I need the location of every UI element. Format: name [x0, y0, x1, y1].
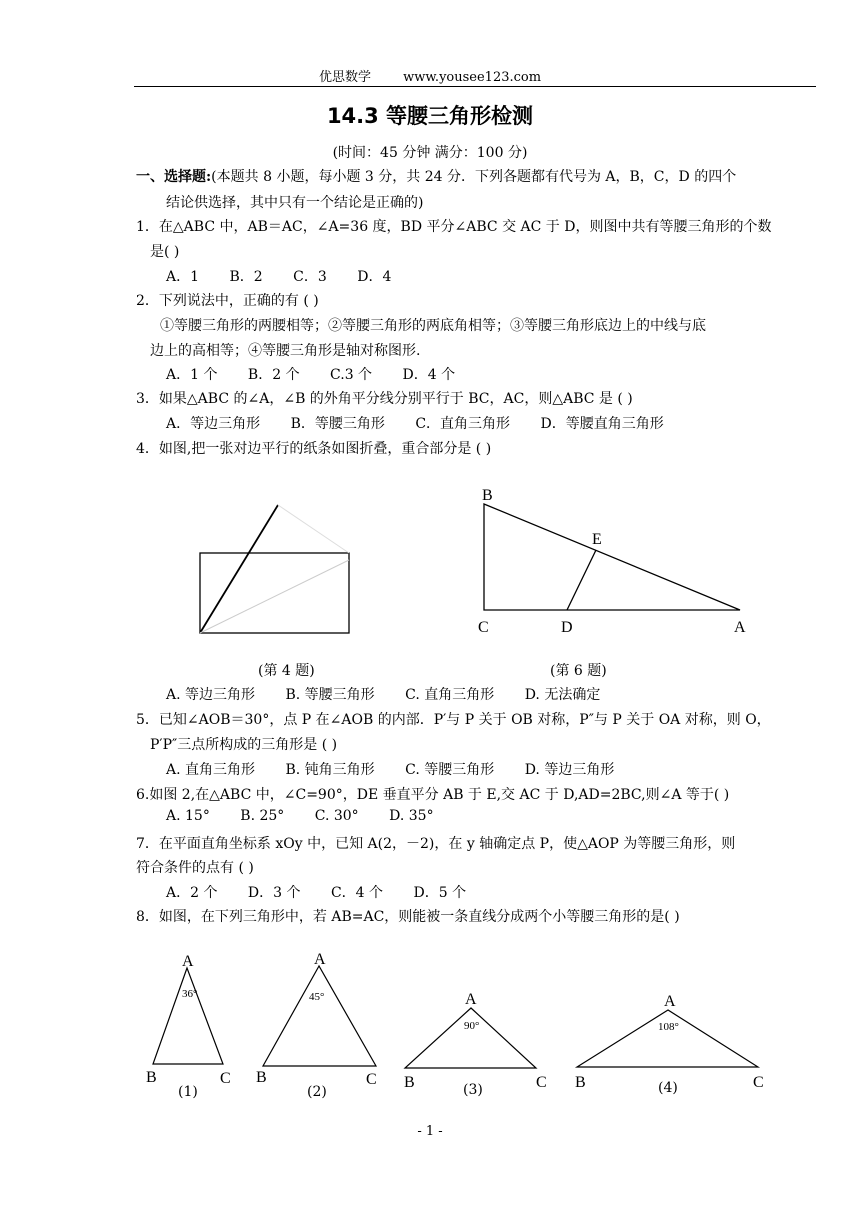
page-title: 14.3 等腰三角形检测: [326, 104, 534, 128]
q6-options: [166, 808, 460, 824]
q5-line1: 5．已知∠AOB＝30°，点 P 在∠AOB 的内部．P′与 P 关于 OB 对称，P″与 P 关于 OA 对称，则 O，: [136, 712, 771, 728]
q5-line2: P′P″三点所构成的三角形是 ( ): [150, 737, 338, 753]
figure-6-caption: (第 6 题): [550, 663, 607, 679]
page-subtitle: (时间：45 分钟 满分：100 分): [332, 145, 528, 161]
figure-8-triangles: [140, 950, 780, 1110]
q7-line1: 7．在平面直角坐标系 xOy 中，已知 A(2，－2)，在 y 轴确定点 P，使△AOP 为等腰三角形，则: [136, 836, 736, 852]
triangle-2-c-label: C: [366, 1071, 377, 1088]
label-d: D: [561, 619, 573, 636]
q2-options: [166, 364, 481, 384]
triangle-1-b-label: B: [146, 1069, 157, 1086]
q3-option-b: B．等腰三角形: [290, 416, 385, 432]
figure-4-folded-strip: [190, 500, 360, 640]
q1-options: [166, 266, 417, 286]
q4-option-a: A. 等边三角形: [166, 687, 256, 703]
q3-options: [166, 413, 690, 433]
q4-option-c: C. 直角三角形: [405, 687, 495, 703]
triangle-1-angle: 36°: [182, 988, 198, 1000]
triangle-2: [263, 966, 376, 1066]
q5-option-c: C. 等腰三角形: [405, 762, 495, 778]
q2-option-a: A．1 个: [166, 367, 218, 383]
section-heading: 一、选择题:: [136, 169, 212, 185]
folded-edge: [278, 505, 349, 553]
q6-option-b: B. 25°: [240, 808, 285, 824]
q5-options: [166, 759, 640, 779]
q7-options: [166, 882, 492, 902]
q2-option-b: B．2 个: [247, 367, 300, 383]
triangle-1-c-label: C: [220, 1070, 231, 1087]
q7-option-d: D．5 个: [413, 885, 467, 901]
q6-option-a: A. 15°: [166, 808, 210, 824]
header-rule: [134, 86, 816, 87]
figure-6-triangle: [470, 480, 770, 640]
label-a: A: [734, 619, 746, 636]
section-intro-1: (本题共 8 小题，每小题 3 分，共 24 分．下列各题都有代号为 A，B，C，D 的四个: [211, 169, 737, 185]
section-intro-2: 结论供选择，其中只有一个结论是正确的): [166, 195, 424, 211]
triangle-2-apex-label: A: [314, 951, 326, 968]
segment-de: [567, 550, 596, 610]
q2-line1: 2．下列说法中，正确的有 ( ): [136, 293, 319, 309]
header-site: www.yousee123.com: [403, 70, 542, 85]
q1-option-b: B．2: [229, 269, 263, 285]
triangle-4-caption: (4): [658, 1080, 678, 1096]
triangle-1-apex-label: A: [182, 953, 194, 970]
q5-option-b: B. 钝角三角形: [285, 762, 375, 778]
q4-line1: 4．如图,把一张对边平行的纸条如图折叠，重合部分是 ( ): [136, 441, 492, 457]
triangle-2-caption: (2): [307, 1084, 327, 1100]
triangle-1-caption: (1): [178, 1084, 198, 1100]
section-intro: [136, 166, 736, 186]
q4-option-b: B. 等腰三角形: [285, 687, 375, 703]
q4-option-d: D. 无法确定: [524, 687, 601, 703]
q7-option-a: A．2 个: [166, 885, 218, 901]
q2-option-c: C.3 个: [330, 367, 373, 383]
label-c: C: [478, 619, 489, 636]
q6-option-d: D. 35°: [389, 808, 434, 824]
triangle-3-b-label: B: [404, 1074, 415, 1091]
label-b: B: [482, 487, 493, 504]
q2-line2: ①等腰三角形的两腰相等；②等腰三角形的两底角相等；③等腰三角形底边上的中线与底: [160, 318, 706, 334]
q7-option-c: C．4 个: [330, 885, 384, 901]
q7-line2: 符合条件的点有 ( ): [136, 860, 254, 876]
triangle-4: [577, 1010, 758, 1067]
page-number: - 1 -: [417, 1124, 443, 1139]
q1-option-d: D．4: [357, 269, 392, 285]
triangle-2-b-label: B: [256, 1069, 267, 1086]
q2-option-d: D．4 个: [402, 367, 456, 383]
q6-option-c: C. 30°: [314, 808, 359, 824]
q7-option-b: D．3 个: [247, 885, 301, 901]
strip-rectangle: [200, 553, 349, 633]
triangle-4-angle: 108°: [658, 1021, 679, 1033]
triangle-abc: [484, 504, 740, 610]
q1-line2: 是( ): [150, 244, 180, 260]
q1-line1: 1．在△ABC 中，AB＝AC，∠A=36 度，BD 平分∠ABC 交 AC 于 D，则图中共有等腰三角形的个数: [136, 219, 772, 235]
triangle-3: [405, 1008, 536, 1068]
q3-option-a: A．等边三角形: [166, 416, 261, 432]
triangle-2-angle: 45°: [309, 991, 325, 1003]
label-e: E: [592, 531, 602, 548]
q1-option-a: A．1: [166, 269, 200, 285]
header-brand: 优思数学: [318, 70, 371, 85]
q6-line1: 6.如图 2,在△ABC 中，∠C=90°，DE 垂直平分 AB 于 E,交 AC 于 D,AD=2BC,则∠A 等于( ): [136, 787, 730, 803]
triangle-4-c-label: C: [753, 1074, 764, 1091]
q5-option-a: A. 直角三角形: [166, 762, 256, 778]
q3-option-c: C．直角三角形: [415, 416, 511, 432]
triangle-3-apex-label: A: [465, 991, 477, 1008]
q4-options: [166, 684, 626, 704]
q2-line3: 边上的高相等；④等腰三角形是轴对称图形.: [150, 343, 421, 359]
q8-line1: 8．如图，在下列三角形中，若 AB=AC，则能被一条直线分成两个小等腰三角形的是( ): [136, 909, 680, 925]
q1-option-c: C．3: [293, 269, 327, 285]
triangle-3-angle: 90°: [464, 1020, 480, 1032]
page-header: [0, 66, 860, 85]
q5-option-d: D. 等边三角形: [524, 762, 615, 778]
triangle-3-caption: (3): [463, 1082, 483, 1098]
triangle-1: [153, 968, 223, 1064]
q3-option-d: D．等腰直角三角形: [540, 416, 664, 432]
figure-4-caption: (第 4 题): [258, 663, 315, 679]
triangle-4-b-label: B: [575, 1074, 586, 1091]
q3-line1: 3．如果△ABC 的∠A，∠B 的外角平分线分别平行于 BC，AC，则△ABC 是 ( ): [136, 391, 633, 407]
triangle-4-apex-label: A: [664, 993, 676, 1010]
triangle-3-c-label: C: [536, 1074, 547, 1091]
